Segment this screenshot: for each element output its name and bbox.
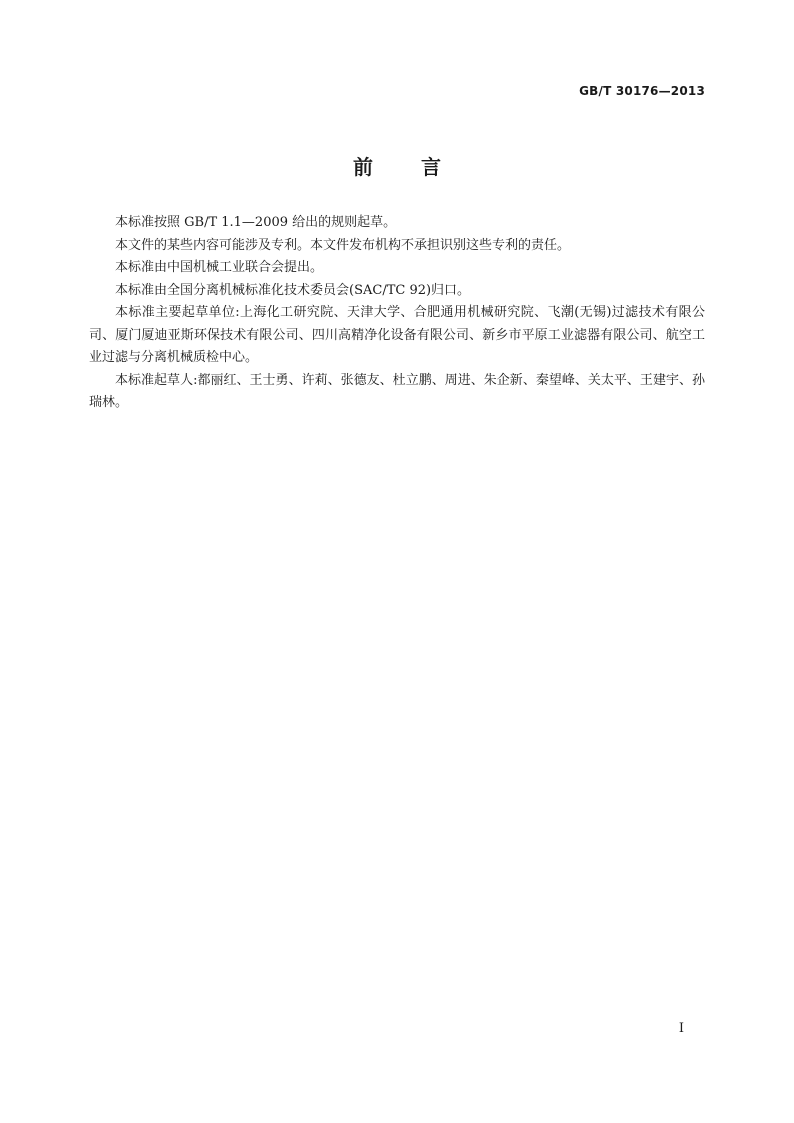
page-number: I (678, 1021, 684, 1036)
page-title (0, 151, 794, 180)
paragraph-drafting-organizations: 本标准主要起草单位:上海化工研究院、天津大学、合肥通用机械研究院、飞潮(无锡)过滤技术有限公司、厦门厦迪亚斯环保技术有限公司、四川高精净化设备有限公司、新乡市平原工业滤器有限公司、航空工业过滤与分离机械质检中心。 (89, 305, 705, 365)
paragraph-patent-notice: 本文件的某些内容可能涉及专利。本文件发布机构不承担识别这些专利的责任。 (115, 237, 571, 253)
foreword-body (89, 212, 705, 415)
page-title-char-1: 前 (353, 155, 373, 179)
paragraph-proposed-by: 本标准由中国机械工业联合会提出。 (115, 260, 324, 275)
paragraph-drafting-rules: 本标准按照 GB/T 1.1—2009 给出的规则起草。 (115, 215, 397, 230)
standard-number: GB/T 30176—2013 (579, 84, 705, 98)
page-title-char-2: 言 (421, 155, 441, 179)
paragraph-drafters: 本标准起草人:都丽红、王士勇、许莉、张德友、杜立鹏、周进、朱企新、秦望峰、关太平、王建宇、孙瑞林。 (89, 372, 705, 410)
paragraph-under-jurisdiction: 本标准由全国分离机械标准化技术委员会(SAC/TC 92)归口。 (115, 282, 471, 298)
